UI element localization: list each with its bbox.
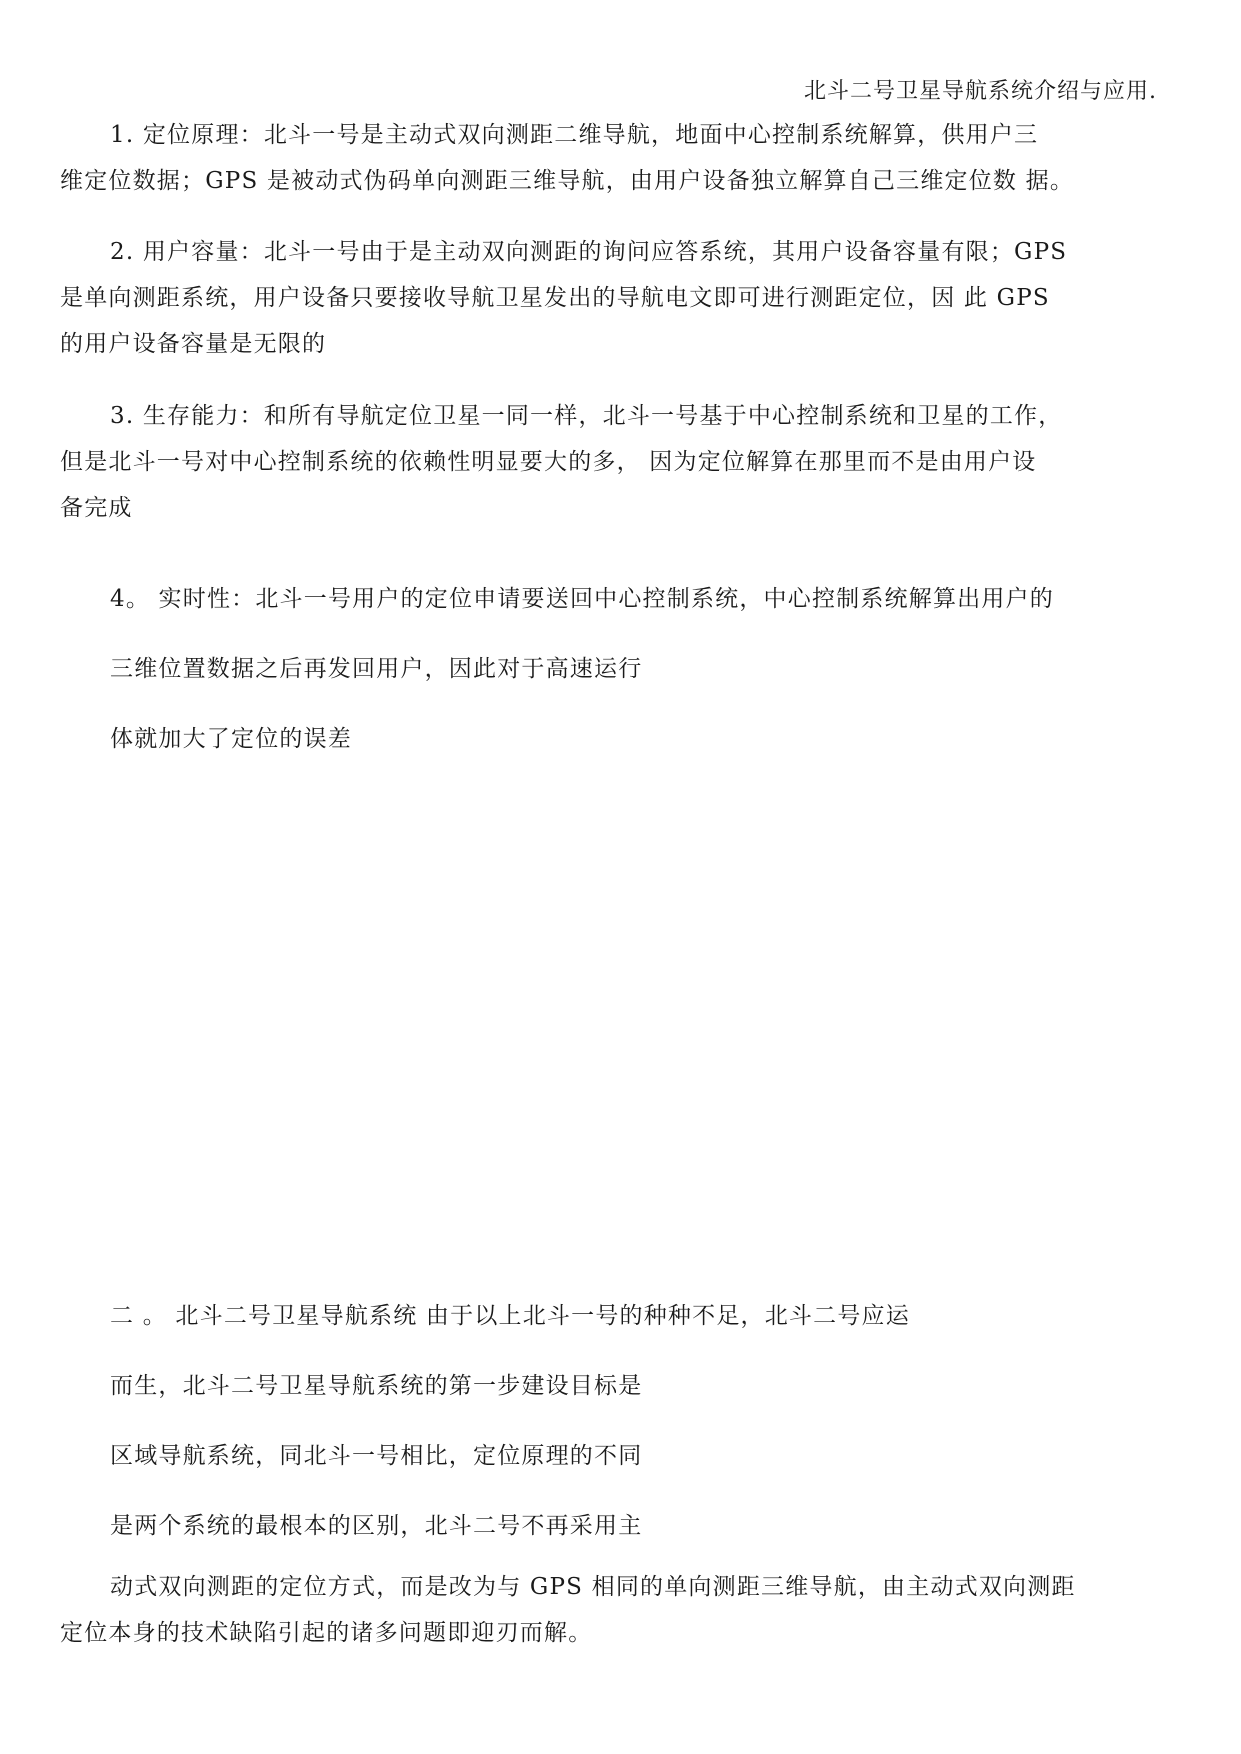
- paragraph-line: 区域导航系统，同北斗一号相比，定位原理的不同: [110, 1443, 643, 1469]
- paragraph-line: 2. 用户容量：北斗一号由于是主动双向测距的询问应答系统，其用户设备容量有限；GPS: [110, 239, 1068, 265]
- section-beidou-2-intro: [60, 1281, 910, 1561]
- paragraph-line: 1. 定位原理：北斗一号是主动式双向测距二维导航，地面中心控制系统解算，供用户三: [110, 122, 1039, 148]
- paragraph-line: 体就加大了定位的误差: [110, 726, 352, 752]
- paragraph-positioning-principle: [60, 112, 1074, 204]
- paragraph-line: 维定位数据；GPS 是被动式伪码单向测距三维导航，由用户设备独立解算自己三维定位数 据。: [60, 168, 1075, 194]
- paragraph-realtime: [60, 564, 1054, 774]
- paragraph-line: 但是北斗一号对中心控制系统的依赖性明显要大的多， 因为定位解算在那里而不是由用户设: [60, 449, 1037, 475]
- paragraph-line: 的用户设备容量是无限的: [60, 331, 327, 357]
- paragraph-line: 是单向测距系统，用户设备只要接收导航卫星发出的导航电文即可进行测距定位，因 此 GPS: [60, 285, 1050, 311]
- paragraph-line: 4。 实时性：北斗一号用户的定位申请要送回中心控制系统，中心控制系统解算出用户的: [110, 586, 1054, 612]
- paragraph-line: 定位本身的技术缺陷引起的诸多问题即迎刃而解。: [60, 1620, 593, 1646]
- paragraph-line: 而生，北斗二号卫星导航系统的第一步建设目标是: [110, 1373, 643, 1399]
- page-header-title: 北斗二号卫星导航系统介绍与应用.: [804, 79, 1157, 104]
- paragraph-line: 二 。 北斗二号卫星导航系统 由于以上北斗一号的种种不足，北斗二号应运: [110, 1303, 910, 1329]
- paragraph-line: 3. 生存能力：和所有导航定位卫星一同一样，北斗一号基于中心控制系统和卫星的工作，: [110, 403, 1063, 429]
- paragraph-survivability: [60, 393, 1062, 531]
- paragraph-line: 动式双向测距的定位方式，而是改为与 GPS 相同的单向测距三维导航，由主动式双向测距: [110, 1574, 1076, 1600]
- paragraph-line: 备完成: [60, 495, 133, 521]
- paragraph-line: 是两个系统的最根本的区别，北斗二号不再采用主: [110, 1513, 643, 1539]
- paragraph-user-capacity: [60, 229, 1067, 367]
- paragraph-beidou-2-method: [60, 1564, 1076, 1656]
- paragraph-line: 三维位置数据之后再发回用户，因此对于高速运行: [110, 656, 643, 682]
